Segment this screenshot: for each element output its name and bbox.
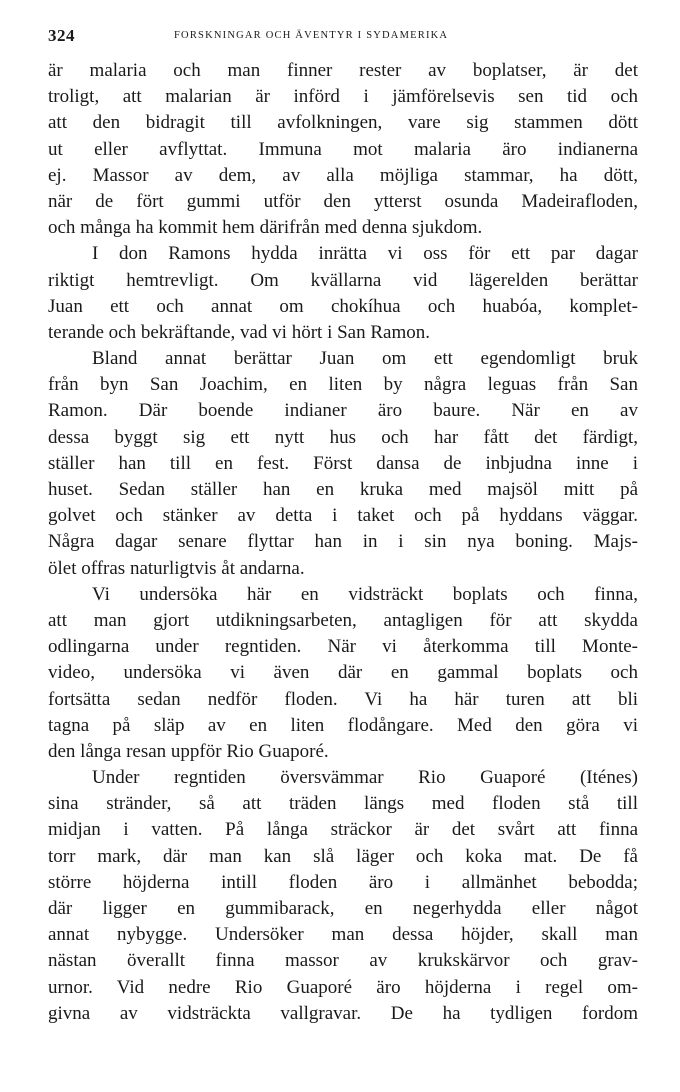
text-line: från byn San Joachim, en liten by några leguas från San (48, 374, 638, 396)
text-line: riktigt hemtrevligt. Om kvällarna vid lägerelden berättar (48, 269, 638, 291)
page-number: 324 (48, 26, 75, 45)
text-line: fortsätta sedan nedför floden. Vi ha här turen att bli (48, 688, 638, 710)
running-title: FORSKNINGAR OCH ÄVENTYR I SYDAMERIKA (174, 30, 449, 41)
text-line: större höjderna intill floden äro i allmänhet bebodda; (48, 871, 638, 893)
text-line: ställer han till en fest. Först dansa de inbjudna inne i (48, 452, 638, 474)
text-line: nästan överallt finna massor av krukskärvor och grav- (48, 950, 638, 972)
text-line: terande och bekräftande, vad vi hört i San Ramon. (48, 321, 430, 343)
text-line: sina stränder, så att träden längs med floden stå till (48, 793, 638, 815)
text-line: troligt, att malarian är införd i jämförelsevis sen tid och (48, 86, 638, 108)
text-line: dessa byggt sig ett nytt hus och har fått det färdigt, (48, 426, 638, 448)
body-text (48, 58, 638, 1027)
text-line: Under regntiden översvämmar Rio Guaporé (Iténes) (92, 767, 638, 789)
text-line: I don Ramons hydda inrätta vi oss för ett par dagar (92, 243, 638, 265)
text-line: odlingarna under regntiden. När vi återkomma till Monte- (48, 636, 638, 658)
text-line: och många ha kommit hem därifrån med denna sjukdom. (48, 217, 483, 239)
text-line: när de fört gummi utför den ytterst osunda Madeirafloden, (48, 190, 638, 212)
text-line: ut eller avflyttat. Immuna mot malaria äro indianerna (48, 138, 638, 160)
text-line: video, undersöka vi även där en gammal boplats och (48, 662, 638, 684)
text-line: Juan ett och annat om chokíhua och huabóa, komplet- (48, 295, 638, 317)
text-line: är malaria och man finner rester av boplatser, är det (48, 60, 638, 81)
text-line: ej. Massor av dem, av alla möjliga stammar, ha dött, (48, 164, 638, 186)
text-line: att man gjort utdikningsarbeten, antagligen för att skydda (48, 609, 638, 631)
text-line: golvet och stänker av detta i taket och på hyddans väggar. (48, 505, 638, 527)
text-line: ölet offras naturligtvis åt andarna. (48, 557, 305, 579)
text-line: att den bidragit till avfolkningen, vare sig stammen dött (48, 112, 638, 134)
text-line: midjan i vatten. På långa sträckor är det svårt att finna (48, 819, 638, 841)
text-line: tagna på släp av en liten flodångare. Med den göra vi (48, 714, 638, 736)
text-line: Vi undersöka här en vidsträckt boplats och finna, (92, 583, 638, 605)
text-line: huset. Sedan ställer han en kruka med majsöl mitt på (48, 479, 638, 500)
text-line: givna av vidsträckta vallgravar. De ha tydligen fordom (48, 1002, 638, 1024)
text-line: Bland annat berättar Juan om ett egendomligt bruk (92, 348, 638, 370)
text-line: annat nybygge. Undersöker man dessa höjder, skall man (48, 924, 638, 946)
text-line: den långa resan uppför Rio Guaporé. (48, 740, 329, 762)
text-line: urnor. Vid nedre Rio Guaporé äro höjderna i regel om- (48, 976, 638, 998)
text-line: torr mark, där man kan slå läger och koka mat. De få (48, 845, 638, 867)
text-line: Några dagar senare flyttar han in i sin nya boning. Majs- (48, 531, 638, 553)
text-line: där ligger en gummibarack, en negerhydda eller något (48, 898, 638, 919)
running-header (48, 26, 638, 48)
text-line: Ramon. Där boende indianer äro baure. När en av (48, 400, 638, 422)
